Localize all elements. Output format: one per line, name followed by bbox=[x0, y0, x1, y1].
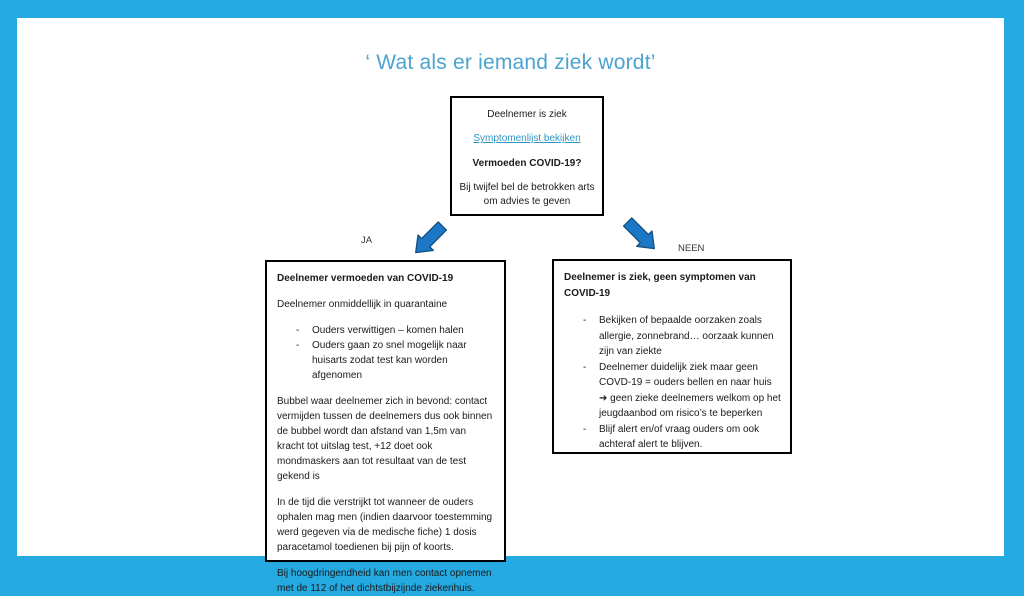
bullet-dash-marker: - bbox=[296, 340, 300, 351]
list-item-text: Bekijken of bepaalde oorzaken zoals allergie, zonnebrand… oorzaak kunnen zijn van ziekte bbox=[599, 315, 774, 357]
list-item bbox=[296, 338, 495, 383]
slide-content-area bbox=[17, 18, 1004, 594]
flowchart-no-box bbox=[552, 259, 792, 454]
list-item-text: Deelnemer duidelijk ziek maar geen COVD-19 = ouders bellen en naar huis ➔ geen zieke deelnemers welkom op het jeugdaanbod om risico’s te beperken bbox=[599, 361, 781, 419]
symptom-list-link[interactable]: Symptomenlijst bekijken bbox=[473, 133, 581, 144]
flowchart-yes-box bbox=[265, 260, 506, 594]
yes-box-paragraph-bubble: Bubbel waar deelnemer zich in bevond: contact vermijden tussen de deelnemers dus ook binnen de bubbel wordt dan afstand van 1,5m van kracht tot uitslag test, +12 doet ook mondmaskers aan tot resultaat van de test gekend is bbox=[277, 396, 493, 482]
no-box-bullet-list bbox=[564, 313, 781, 453]
list-item bbox=[583, 360, 781, 422]
bullet-dash-marker: - bbox=[296, 325, 300, 336]
branch-label-no: NEEN bbox=[678, 243, 705, 254]
start-box-question: Vermoeden COVID-19? bbox=[472, 158, 582, 169]
bullet-dash-marker: - bbox=[583, 423, 587, 435]
yes-box-bullet-list bbox=[277, 323, 495, 383]
bullet-dash-marker: - bbox=[583, 315, 587, 326]
branch-label-yes: JA bbox=[361, 235, 373, 246]
bullet-dash-marker: - bbox=[583, 361, 587, 373]
yes-box-intro: Deelnemer onmiddellijk in quarantaine bbox=[277, 299, 448, 310]
list-item-text: Ouders gaan zo snel mogelijk naar huisarts zodat test kan worden afgenomen bbox=[312, 340, 467, 381]
list-item bbox=[583, 422, 781, 453]
list-item-text: Blijf alert en/of vraag ouders om ook achteraf alert te blijven. bbox=[599, 423, 760, 450]
arrow-down-left-icon bbox=[402, 216, 456, 266]
yes-box-paragraph-paracetamol: In de tijd die verstrijkt tot wanneer de ouders ophalen mag men (indien daarvoor toestemming werd gegeven via de medische fiche) 1 dosis paracetamol toedienen bij pijn of koorts. bbox=[277, 497, 493, 553]
no-box-title: Deelnemer is ziek, geen symptomen van COVID-19 bbox=[564, 272, 756, 299]
list-item-text: Ouders verwittigen – komen halen bbox=[312, 325, 464, 336]
yes-box-paragraph-emergency: Bij hoogdringendheid kan men contact opnemen met de 112 of het dichtstbijzijnde ziekenhuis. bbox=[277, 568, 492, 594]
start-box-advice: Bij twijfel bel de betrokken arts om advies te geven bbox=[459, 182, 595, 207]
yes-box-title: Deelnemer vermoeden van COVID-19 bbox=[277, 273, 454, 284]
arrow-down-right-icon bbox=[613, 212, 669, 262]
list-item bbox=[296, 323, 495, 338]
page-title: ‘ Wat als er iemand ziek wordt’ bbox=[365, 51, 656, 74]
flowchart-start-box bbox=[450, 96, 604, 216]
list-item bbox=[583, 313, 781, 360]
start-box-line1: Deelnemer is ziek bbox=[487, 109, 567, 120]
